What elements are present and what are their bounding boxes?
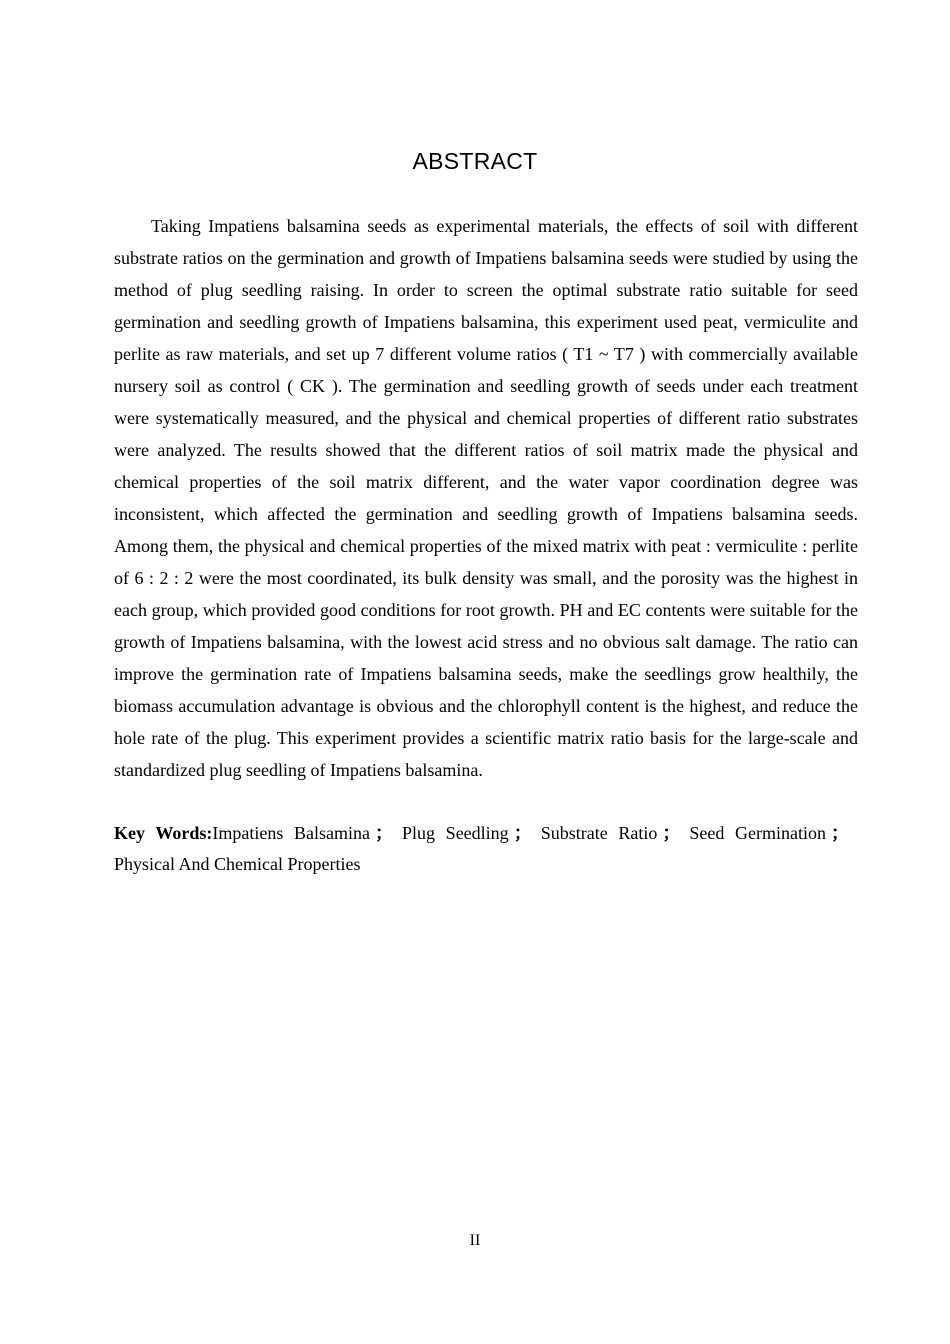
keyword-item: Substrate Ratio <box>540 823 658 843</box>
keyword-separator: ； <box>831 823 849 843</box>
page-title: ABSTRACT <box>412 148 538 174</box>
keyword-separator: ； <box>513 823 532 843</box>
keyword-separator: ； <box>375 823 393 843</box>
keywords-label: Key Words: <box>114 823 213 843</box>
keyword-separator: ； <box>662 823 681 843</box>
keyword-item: Physical And Chemical Properties <box>114 854 361 874</box>
keyword-item: Seed Germination <box>689 823 826 843</box>
abstract-paragraph: Taking Impatiens balsamina seeds as experimental materials, the effects of soil with different substrate ratios on the germination and growth of Impatiens balsamina seeds were studied by using the method of plug seedling raising. In order to screen the optimal substrate ratio suitable for seed germination and seedling growth of Impatiens balsamina, this experiment used peat, vermiculite and perlite as raw materials, and set up 7 different volume ratios ( T1 ~ T7 ) with commercially available nursery soil as control ( CK ). The germination and seedling growth of seeds under each treatment were systematically measured, and the physical and chemical properties of different ratio substrates were analyzed. The results showed that the different ratios of soil matrix made the physical and chemical properties of the soil matrix different, and the water vapor coordination degree was inconsistent, which affected the germination and seedling growth of Impatiens balsamina seeds. Among them, the physical and chemical properties of the mixed matrix with peat : vermiculite : perlite of 6 : 2 : 2 were the most coordinated, its bulk density was small, and the porosity was the highest in each group, which provided good conditions for root growth. PH and EC contents were suitable for the growth of Impatiens balsamina, with the lowest acid stress and no obvious salt damage. The ratio can improve the germination rate of Impatiens balsamina seeds, make the seedlings grow healthily, the biomass accumulation advantage is obvious and the chlorophyll content is the highest, and reduce the hole rate of the plug. This experiment provides a scientific matrix ratio basis for the large-scale and standardized plug seedling of Impatiens balsamina. <box>114 216 858 780</box>
keyword-item: Plug Seedling <box>402 823 509 843</box>
page-number: II <box>469 1232 481 1249</box>
keyword-item: Impatiens Balsamina <box>212 823 370 843</box>
keywords-line <box>114 818 858 880</box>
